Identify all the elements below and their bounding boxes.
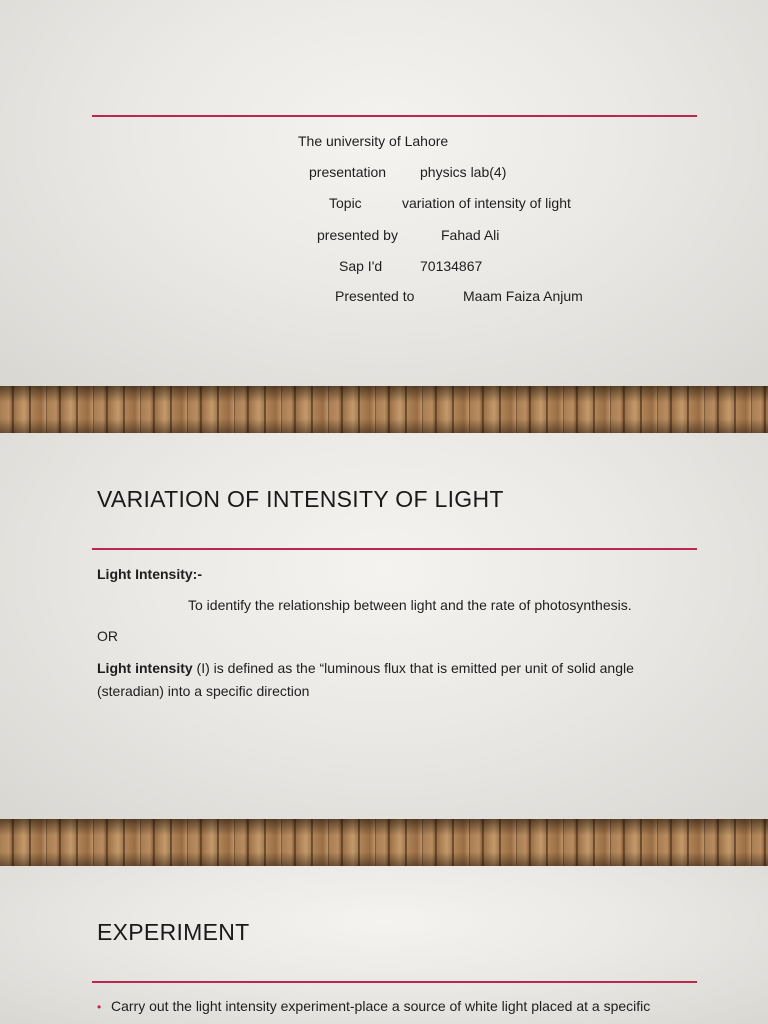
sap-id-value: 70134867 (420, 258, 483, 274)
university-name: The university of Lahore (298, 133, 449, 149)
presentation-label: presentation (309, 164, 387, 180)
slide-heading: EXPERIMENT (97, 919, 250, 945)
presented-by-line (317, 227, 499, 243)
presentation-line (309, 164, 506, 180)
definition-term: Light intensity (97, 660, 193, 676)
wood-floor-divider (0, 386, 768, 433)
topic-value: variation of intensity of light (402, 195, 571, 211)
sap-id-label: Sap I'd (339, 258, 383, 274)
presented-by-value: Fahad Ali (441, 227, 500, 243)
slide-heading: VARIATION OF INTENSITY OF LIGHT (97, 486, 504, 512)
purpose-text: To identify the relationship between light and the rate of photosynthesis. (188, 597, 632, 613)
presented-to-value: Maam Faiza Anjum (463, 288, 583, 304)
topic-line (329, 195, 571, 211)
or-text: OR (97, 628, 118, 644)
sap-id-line (339, 258, 482, 274)
slide-definition (0, 433, 768, 819)
presented-by-label: presented by (317, 227, 398, 243)
wood-floor-divider (0, 819, 768, 866)
slide-experiment (0, 866, 768, 1024)
accent-rule (92, 981, 697, 983)
bullet-item (97, 998, 650, 1014)
topic-label: Topic (329, 195, 362, 211)
presentation-value: physics lab(4) (420, 164, 507, 180)
bullet-text: Carry out the light intensity experiment-place a source of white light placed at a specific (111, 998, 651, 1014)
slide-title (0, 0, 768, 386)
section-heading: Light Intensity:- (97, 566, 202, 582)
presented-to-line (335, 288, 583, 304)
bullet-icon: • (97, 1000, 102, 1014)
presented-to-label: Presented to (335, 288, 415, 304)
university-line (298, 133, 448, 149)
accent-rule (92, 115, 697, 117)
definition-text: (I) is defined as the “luminous flux that is emitted per unit of solid angle (steradian) into a specific direction (97, 660, 634, 699)
accent-rule (92, 548, 697, 550)
definition-paragraph (97, 657, 687, 703)
